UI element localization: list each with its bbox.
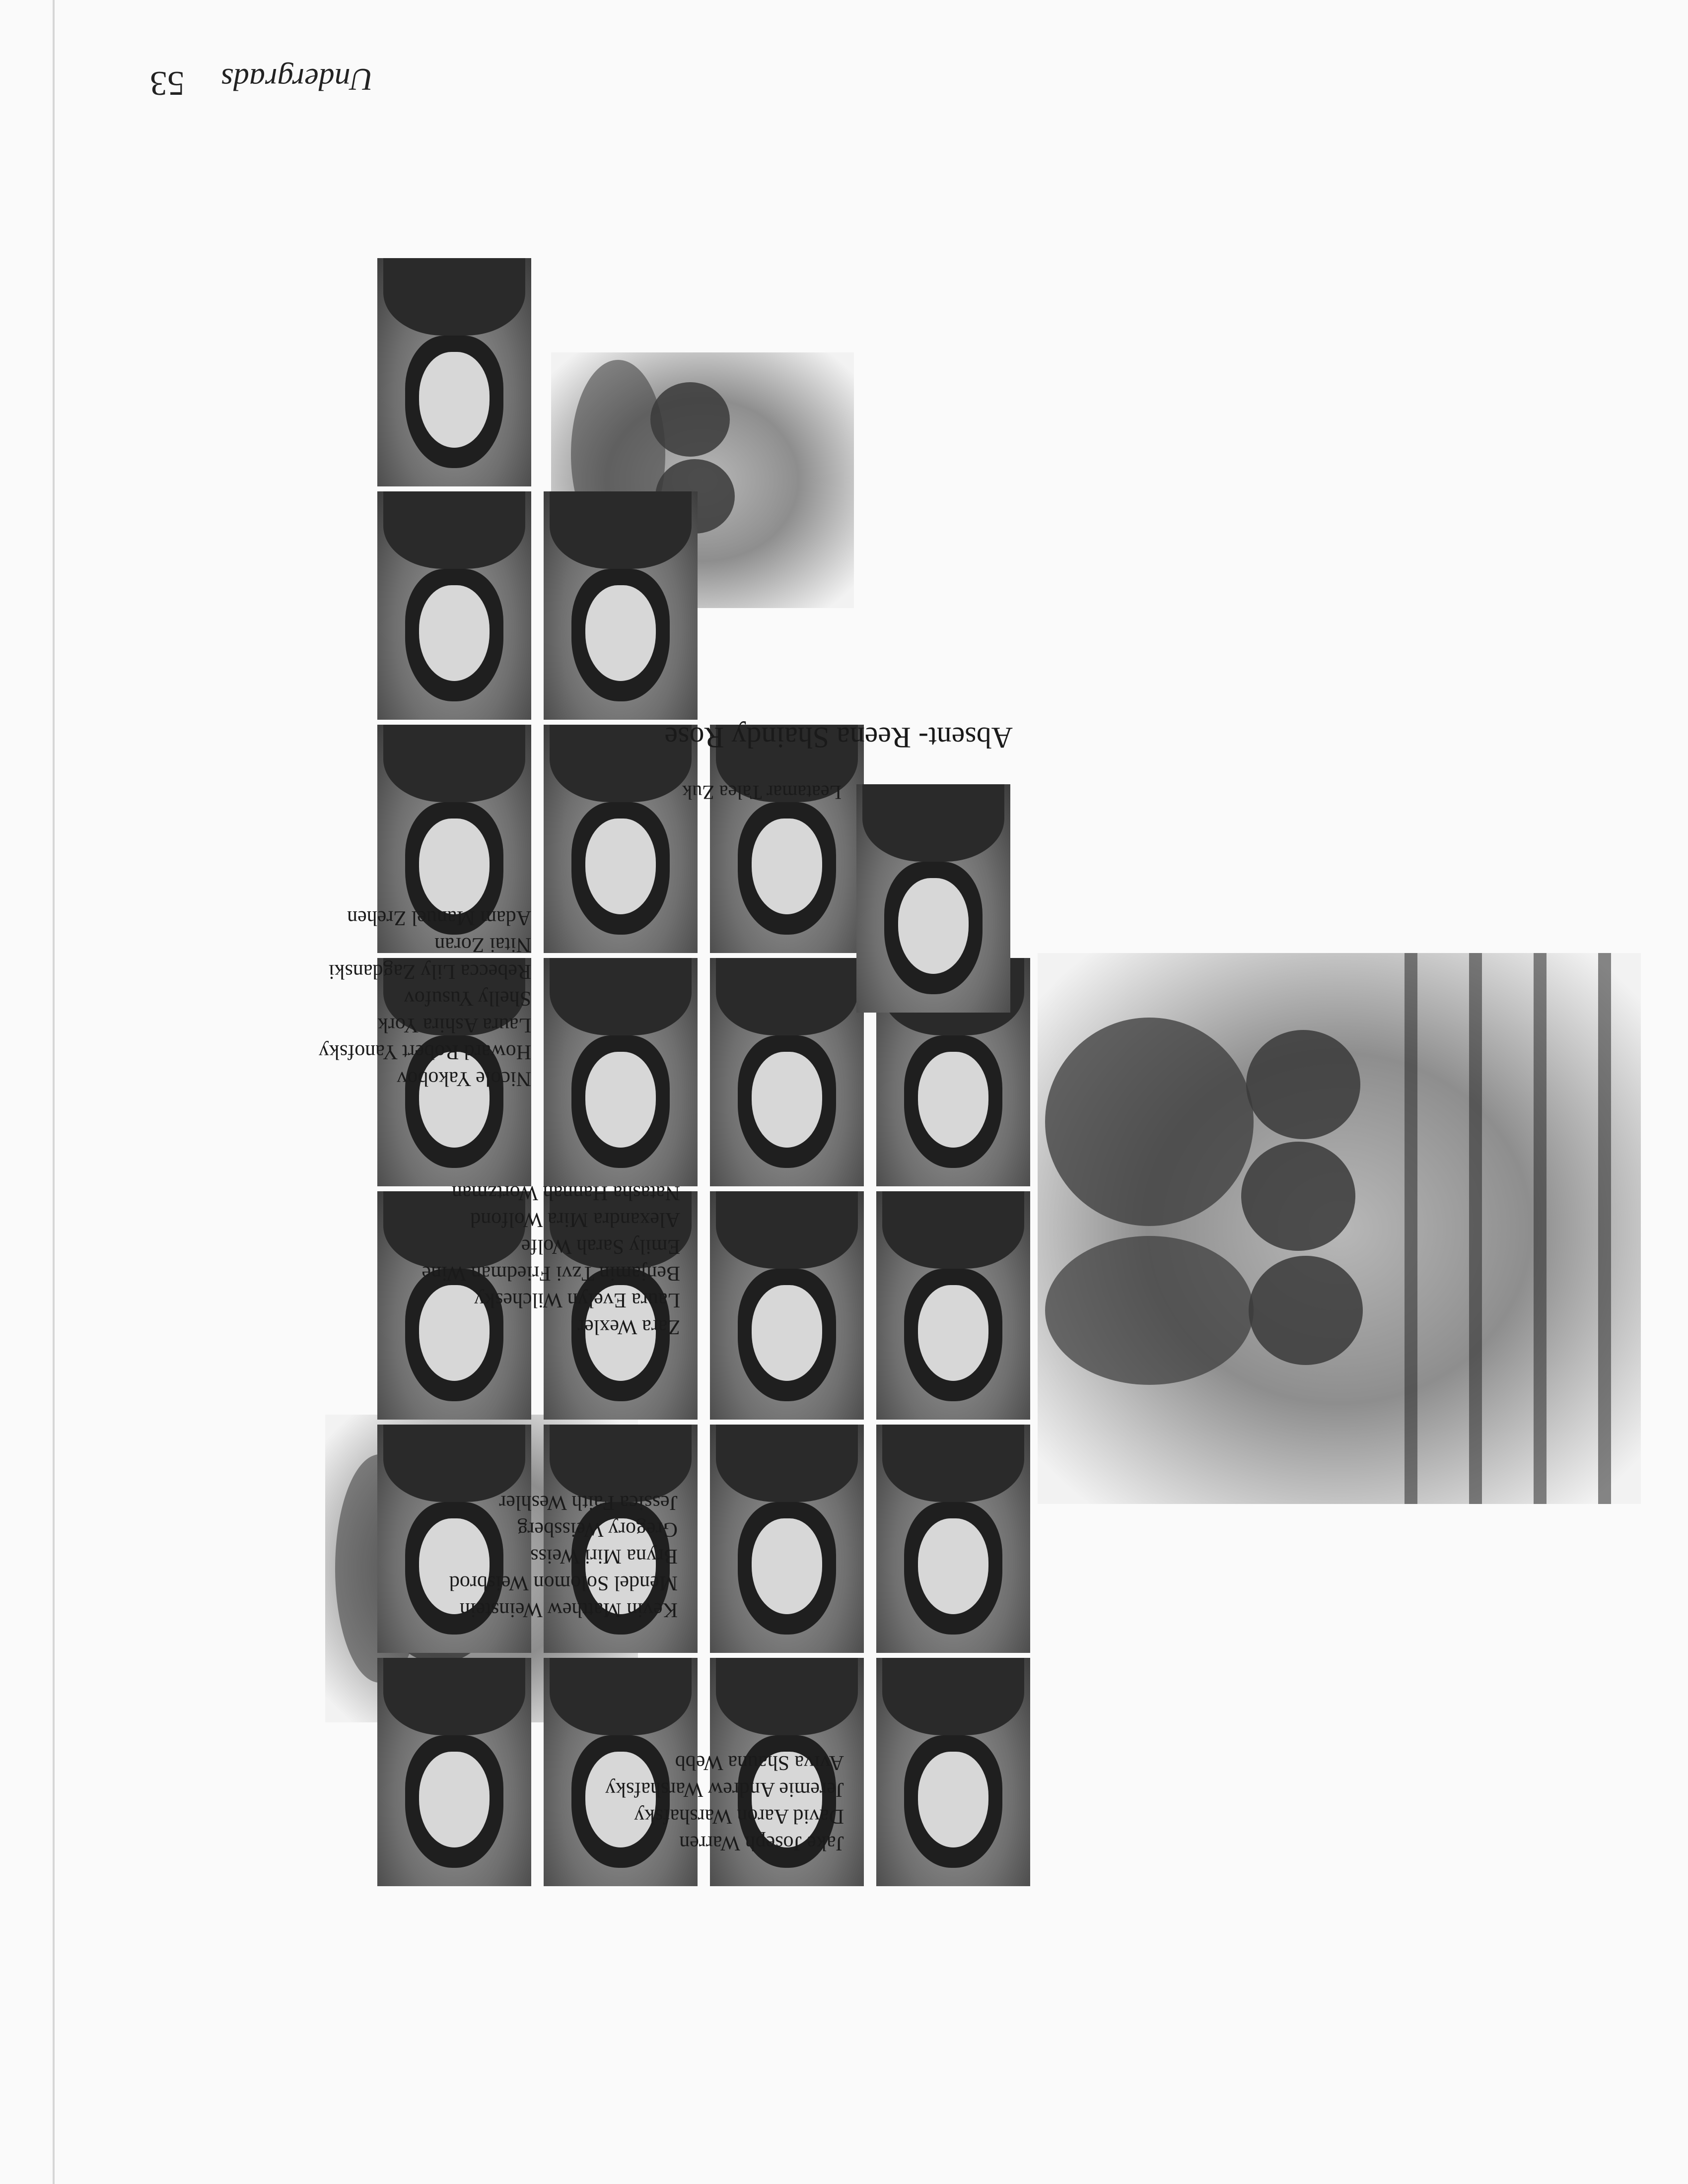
student-portrait — [710, 1191, 864, 1420]
student-name: Emily Sarah Wolfe — [521, 1235, 680, 1258]
student-portrait-zuk — [856, 784, 1010, 1013]
student-name: Gregory Weissberg — [517, 1518, 678, 1541]
name-list-column-1 — [605, 1749, 844, 1856]
student-name: Rebecca Lily Zagdanski — [328, 960, 531, 983]
student-portrait — [710, 958, 864, 1186]
student-name: David Aaron Warshafsky — [634, 1805, 844, 1828]
student-name: Bryna Miri Weiss — [530, 1545, 678, 1568]
student-name: Laura Evelyn Wilchesky — [474, 1289, 680, 1311]
name-list-column-4 — [319, 904, 531, 1092]
section-title: Undergrads — [221, 62, 373, 97]
absent-note: Absent- Reena Shaindy Rose — [664, 721, 1013, 754]
student-portrait — [876, 1658, 1030, 1886]
student-name: Kevin Matthew Weinstein — [459, 1598, 678, 1621]
scan-edge-line — [53, 0, 55, 2184]
student-name: Jake Joseph Warren — [679, 1832, 844, 1854]
student-name: Benjamin Tzvi Friedman Wine — [422, 1262, 680, 1285]
student-name: Jessica Faith Weshler — [499, 1491, 678, 1514]
candid-photo-stairs-group — [1038, 953, 1641, 1504]
student-name: Zara Wexler — [577, 1315, 680, 1338]
student-name: Aviva Shauna Webb — [675, 1751, 844, 1774]
student-portrait — [876, 1191, 1030, 1420]
student-name: Alexandra Mira Wolfond — [470, 1208, 680, 1231]
student-portrait — [544, 491, 698, 720]
student-portrait — [710, 1425, 864, 1653]
student-name: Jeremie Andrew Warshafsky — [605, 1778, 844, 1801]
page-number: 53 — [150, 64, 185, 102]
name-list-column-3 — [422, 1179, 681, 1340]
student-name: Adam Manuel Zrehen — [347, 906, 531, 929]
student-name: Natasha Hannah Wortzman — [451, 1181, 680, 1204]
student-name: Laura Ashira York — [377, 1014, 531, 1036]
student-name: Nitai Zoran — [434, 933, 531, 956]
name-list-column-2 — [449, 1489, 678, 1623]
student-portrait — [377, 258, 531, 486]
student-name: Mendel Solomon Weisbrod — [449, 1571, 678, 1594]
student-name-zuk: Leatamar Talea Zuk — [682, 781, 842, 804]
student-portrait — [544, 725, 698, 953]
student-name: Nicole Yakobov — [397, 1067, 531, 1090]
student-portrait — [377, 1658, 531, 1886]
student-portrait — [544, 958, 698, 1186]
student-portrait — [377, 491, 531, 720]
student-name: Howard Robert Yanofsky — [318, 1040, 531, 1063]
student-name: Shelly Yusufov — [404, 987, 531, 1010]
student-portrait — [710, 725, 864, 953]
student-portrait — [876, 1425, 1030, 1653]
